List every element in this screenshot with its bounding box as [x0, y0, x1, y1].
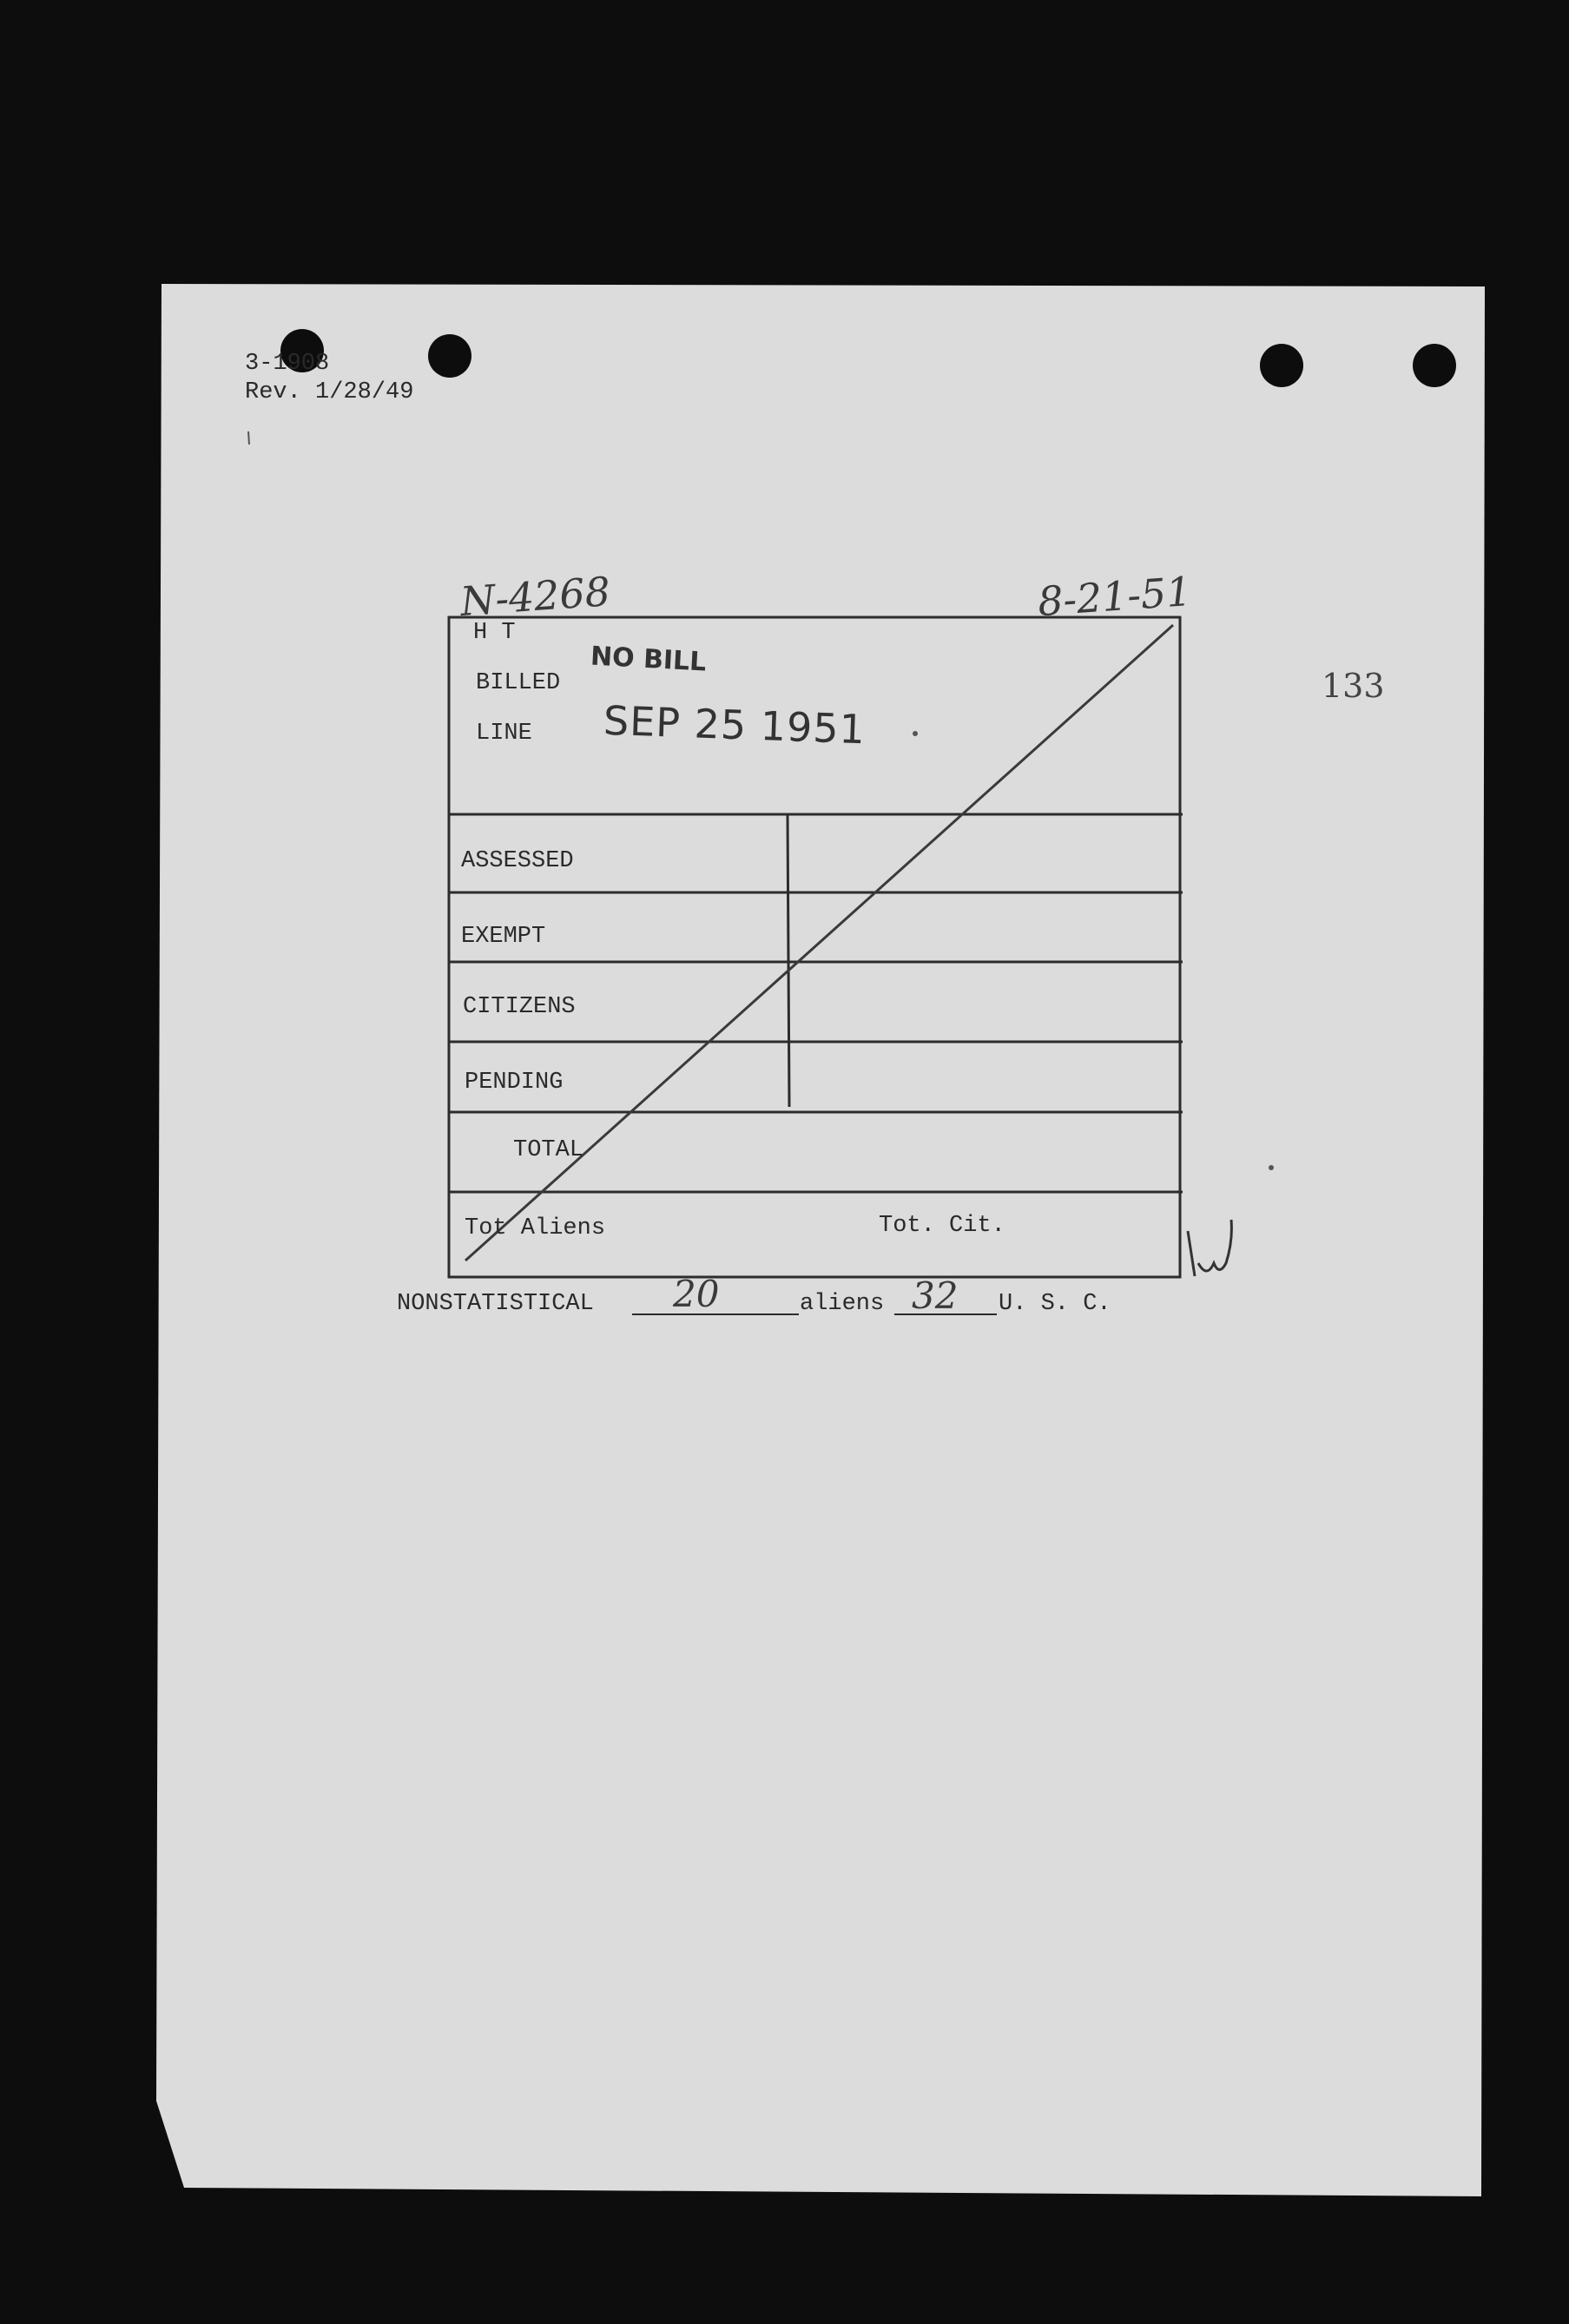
speck	[1269, 1165, 1274, 1170]
nonstatistical-aliens-label: aliens	[800, 1291, 885, 1317]
nonstatistical-usc-label: U. S. C.	[999, 1291, 1111, 1317]
assessed-label: ASSESSED	[461, 848, 574, 874]
nonstatistical-usc-value: 32	[912, 1274, 959, 1317]
billed-label: BILLED	[476, 670, 561, 696]
speck	[913, 731, 918, 736]
line-label: LINE	[476, 721, 532, 747]
ht-label: H T	[473, 620, 516, 646]
manifest-number: N-4268	[458, 568, 612, 625]
page-number: 133	[1322, 667, 1385, 705]
exempt-label: EXEMPT	[461, 924, 546, 950]
nonstatistical-label: NONSTATISTICAL	[397, 1291, 594, 1317]
no-bill-stamp: NO BILL	[590, 641, 708, 678]
punch-hole	[1260, 344, 1303, 387]
speck	[248, 431, 249, 444]
pending-label: PENDING	[465, 1070, 564, 1096]
date-stamp: SEP 25 1951	[603, 696, 867, 754]
form-number: 3-1908	[245, 351, 330, 377]
nonstatistical-aliens-value: 20	[673, 1273, 720, 1315]
form-revision: Rev. 1/28/49	[245, 379, 414, 405]
citizens-label: CITIZENS	[463, 994, 576, 1020]
punch-hole	[1413, 344, 1456, 387]
tot-cit-label: Tot. Cit.	[879, 1213, 1005, 1239]
paper-sheet	[156, 284, 1485, 2196]
total-label: TOTAL	[513, 1137, 584, 1163]
handwritten-date: 8-21-51	[1036, 567, 1194, 626]
tot-aliens-label: Tot Aliens	[465, 1215, 606, 1241]
punch-hole	[428, 334, 471, 378]
